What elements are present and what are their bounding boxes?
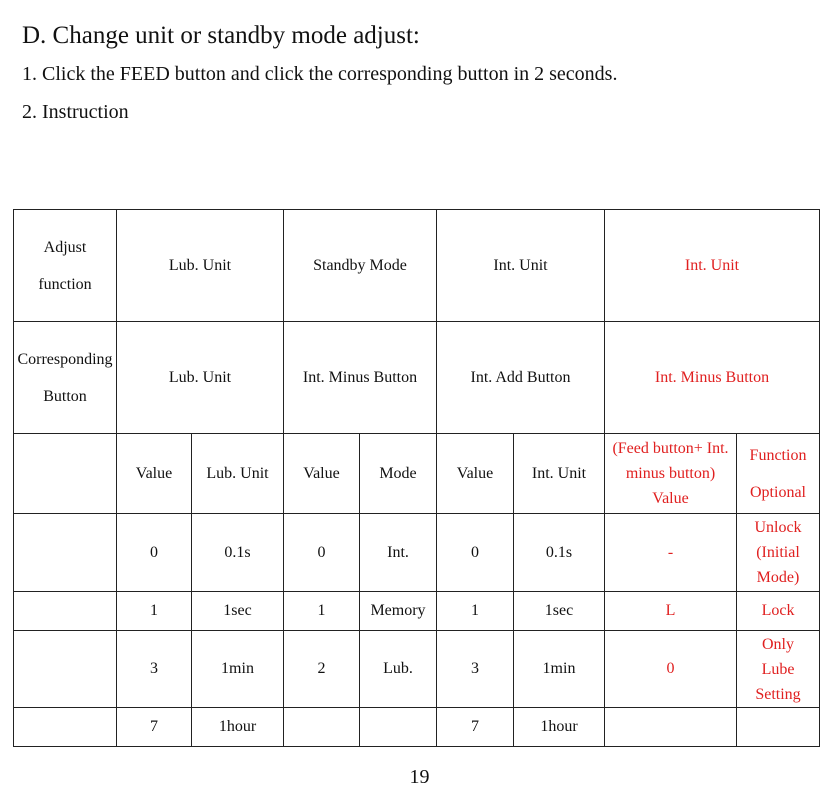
cell-value: 0 <box>117 514 192 592</box>
cell-int-unit: 1min <box>514 631 605 708</box>
step-2-text: 2. Instruction <box>22 101 129 123</box>
cell-int-unit: 1hour <box>514 708 605 747</box>
cell-function <box>737 631 820 708</box>
cell-mode: Memory <box>360 592 437 631</box>
empty-cell <box>14 708 117 747</box>
text-line: minus button) <box>625 465 716 482</box>
cell-int-unit-red: Int. Unit <box>605 210 820 322</box>
cell-feed-value: 0 <box>605 631 737 708</box>
table-row-adjust-function <box>14 210 820 322</box>
subheader-int-unit: Int. Unit <box>514 434 605 514</box>
step-1-text: 1. Click the FEED button and click the corresponding button in 2 seconds. <box>22 63 618 85</box>
cell-lub-unit: Lub. Unit <box>117 210 284 322</box>
subheader-value: Value <box>284 434 360 514</box>
cell-int-minus-button: Int. Minus Button <box>284 322 437 434</box>
cell-lub-unit: 0.1s <box>192 514 284 592</box>
cell-int-minus-button-red: Int. Minus Button <box>605 322 820 434</box>
table-subheader-row <box>14 434 820 514</box>
table-row <box>14 631 820 708</box>
cell-standby-mode: Standby Mode <box>284 210 437 322</box>
cell-int-unit: Int. Unit <box>437 210 605 322</box>
empty-cell <box>360 708 437 747</box>
table-row <box>14 514 820 592</box>
label-line: Button <box>43 387 87 405</box>
table-row <box>14 708 820 747</box>
cell-int-add-button: Int. Add Button <box>437 322 605 434</box>
cell-value: 7 <box>437 708 514 747</box>
table-row <box>14 592 820 631</box>
corresponding-button-label <box>14 322 117 434</box>
text-line: Mode) <box>756 569 800 586</box>
cell-value: 3 <box>437 631 514 708</box>
cell-value: 0 <box>284 514 360 592</box>
empty-cell <box>14 514 117 592</box>
text-line: Lube <box>761 660 795 678</box>
cell-lub-unit-button: Lub. Unit <box>117 322 284 434</box>
label-line: Corresponding <box>17 350 113 368</box>
cell-lub-unit: 1hour <box>192 708 284 747</box>
cell-value: 3 <box>117 631 192 708</box>
cell-lub-unit: 1min <box>192 631 284 708</box>
text-line: Value <box>652 490 689 507</box>
subheader-value: Value <box>437 434 514 514</box>
instruction-table <box>13 209 820 747</box>
cell-function: Lock <box>737 592 820 631</box>
section-heading: D. Change unit or standby mode adjust: <box>22 22 420 49</box>
subheader-function-optional <box>737 434 820 514</box>
cell-feed-value: L <box>605 592 737 631</box>
table-row-corresponding-button <box>14 322 820 434</box>
text-line: Optional <box>750 483 806 501</box>
subheader-lub-unit: Lub. Unit <box>192 434 284 514</box>
cell-value: 1 <box>284 592 360 631</box>
cell-int-unit: 1sec <box>514 592 605 631</box>
label-line: Adjust <box>43 238 87 256</box>
text-line: Only <box>762 635 794 653</box>
cell-value: 7 <box>117 708 192 747</box>
empty-cell <box>14 631 117 708</box>
cell-mode: Int. <box>360 514 437 592</box>
text-line: (Feed button+ Int. <box>612 440 729 457</box>
adjust-function-label <box>14 210 117 322</box>
cell-value: 1 <box>437 592 514 631</box>
subheader-feed-value <box>605 434 737 514</box>
empty-cell <box>284 708 360 747</box>
page-number: 19 <box>409 766 430 788</box>
empty-cell <box>605 708 737 747</box>
empty-cell <box>737 708 820 747</box>
cell-lub-unit: 1sec <box>192 592 284 631</box>
cell-mode: Lub. <box>360 631 437 708</box>
cell-value: 1 <box>117 592 192 631</box>
empty-cell <box>14 592 117 631</box>
text-line: Function <box>749 446 807 464</box>
cell-feed-value: - <box>605 514 737 592</box>
text-line: (Initial <box>756 544 800 561</box>
cell-int-unit: 0.1s <box>514 514 605 592</box>
subheader-mode: Mode <box>360 434 437 514</box>
cell-function <box>737 514 820 592</box>
label-line: function <box>38 275 92 293</box>
cell-value: 0 <box>437 514 514 592</box>
text-line: Setting <box>755 685 801 703</box>
text-line: Unlock <box>754 519 802 536</box>
subheader-value: Value <box>117 434 192 514</box>
empty-cell <box>14 434 117 514</box>
cell-value: 2 <box>284 631 360 708</box>
